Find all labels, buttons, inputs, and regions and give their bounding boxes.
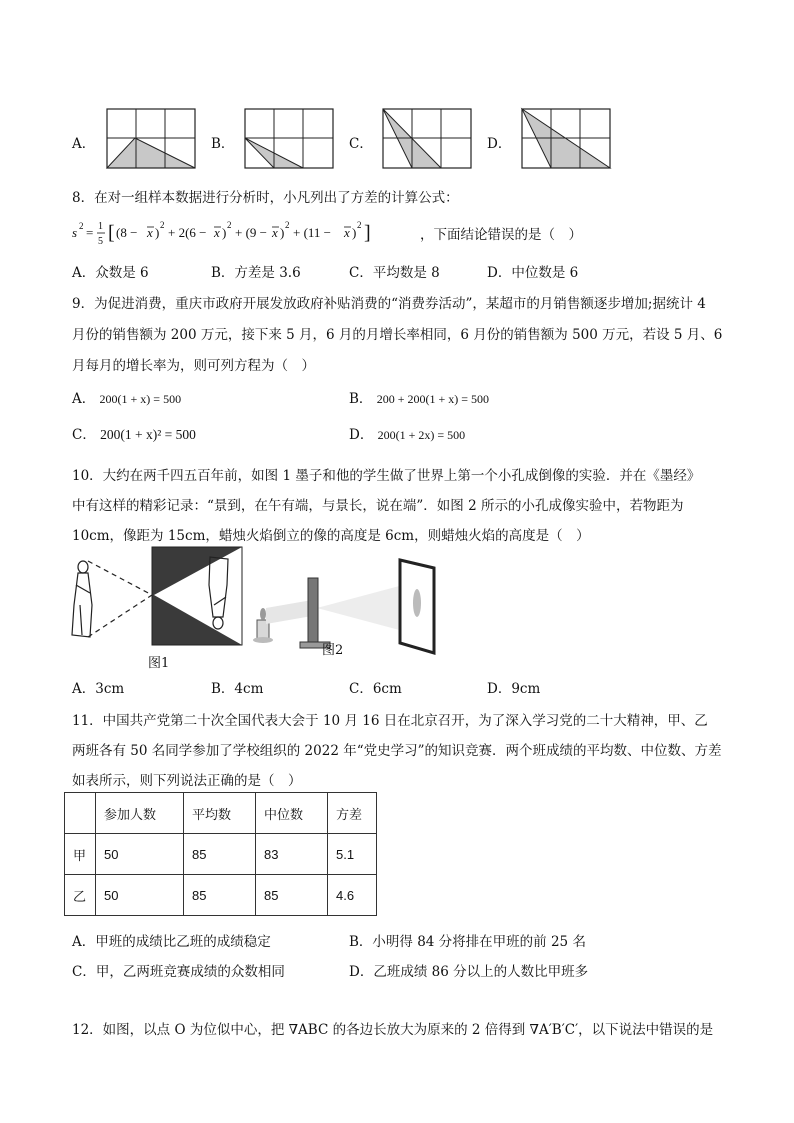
svg-text:s: s <box>72 225 78 240</box>
svg-text:+ (11 −: + (11 − <box>293 225 332 240</box>
svg-text:x: x <box>147 225 153 240</box>
q9-option-a[interactable] <box>72 387 181 407</box>
q11-line-2: 两班各有 50 名同学参加了学校组织的 2022 年“党史学习”的知识竞赛．两个班成绩的平均数、中位数、方差 <box>72 743 722 759</box>
q10-fig2-label: 图2 <box>322 643 344 658</box>
q11-score-table <box>64 792 377 916</box>
svg-text:2: 2 <box>79 221 84 231</box>
q7-option-a-figure <box>105 108 197 170</box>
q11-option-c[interactable]: C．甲，乙两班竞赛成绩的众数相同 <box>72 964 285 980</box>
table-cell: 5.1 <box>328 834 377 875</box>
svg-text:): ) <box>155 225 160 240</box>
scholar-figure-icon <box>72 561 92 637</box>
q11-line-3: 如表所示，则下列说法正确的是（ ） <box>72 773 302 789</box>
q9-line-1: 9．为促进消费，重庆市政府开展发放政府补贴消费的“消费券活动”，某超市的月销售额逐步增加;据统计 4 <box>72 296 706 312</box>
table-header-cell: 中位数 <box>256 793 328 834</box>
q10-option-a[interactable]: A．3cm <box>72 681 125 697</box>
table-cell: 50 <box>96 834 184 875</box>
svg-text:2: 2 <box>357 220 362 230</box>
q11-option-d[interactable]: D．乙班成绩 86 分以上的人数比甲班多 <box>349 964 589 980</box>
q10-figure-1 <box>70 545 252 671</box>
svg-text:+ (9 −: + (9 − <box>235 225 267 240</box>
q7-option-d-figure <box>520 108 612 170</box>
table-cell: 4.6 <box>328 875 377 916</box>
svg-text:5: 5 <box>98 236 103 247</box>
table-header-cell <box>65 793 96 834</box>
table-cell: 83 <box>256 834 328 875</box>
q8-option-d[interactable]: D．中位数是 6 <box>487 265 579 281</box>
svg-text:2: 2 <box>227 220 232 230</box>
table-header-row <box>65 793 377 834</box>
svg-text:): ) <box>280 225 285 240</box>
svg-text:x: x <box>214 225 220 240</box>
q10-figure-2 <box>252 558 442 658</box>
q9-option-a-label: A． <box>72 391 96 407</box>
q9-option-b[interactable] <box>349 387 489 407</box>
table-header-cell: 方差 <box>328 793 377 834</box>
q9-option-d-label: D． <box>349 427 374 443</box>
q11-line-1: 11．中国共产党第二十次全国代表大会于 10 月 16 日在北京召开，为了深入学习党的二十大精神，甲、乙 <box>72 713 708 729</box>
q7-option-c-figure <box>381 108 473 170</box>
q10-line-2: 中有这样的精彩记录：“景到，在午有端，与景长，说在端”．如图 2 所示的小孔成像实验中，若物距为 <box>72 498 684 514</box>
table-row <box>65 875 377 916</box>
table-cell: 85 <box>256 875 328 916</box>
svg-text:[: [ <box>108 222 115 244</box>
q8-option-b[interactable]: B．方差是 3.6 <box>211 265 301 281</box>
q12-line-1: 12．如图，以点 O 为位似中心，把 ∇ABC 的各边长放大为原来的 2 倍得到 ∇A′B′C′，以下说法中错误的是 <box>72 1022 714 1038</box>
q10-line-1: 10．大约在两千四五百年前，如图 1 墨子和他的学生做了世界上第一个小孔成倒像的实验．并在《墨经》 <box>72 468 701 484</box>
svg-text:2: 2 <box>285 220 290 230</box>
table-cell: 50 <box>96 875 184 916</box>
table-cell: 85 <box>184 875 256 916</box>
q7-option-a-label[interactable]: A． <box>72 136 96 152</box>
q10-option-b[interactable]: B．4cm <box>211 681 264 697</box>
q8-question: ，下面结论错误的是（ ） <box>420 227 582 243</box>
q9-option-b-label: B． <box>349 391 373 407</box>
q9-option-d[interactable] <box>349 423 465 443</box>
q10-option-d[interactable]: D．9cm <box>487 681 541 697</box>
q8-option-c[interactable]: C．平均数是 8 <box>349 265 440 281</box>
q7-option-b-label[interactable]: B． <box>211 136 235 152</box>
svg-text:): ) <box>352 225 357 240</box>
q8-option-a[interactable]: A．众数是 6 <box>72 265 149 281</box>
q10-fig1-label: 图1 <box>148 656 170 671</box>
q11-option-b[interactable]: B．小明得 84 分将排在甲班的前 25 名 <box>349 934 586 950</box>
q9-line-3: 月每月的增长率为，则可列方程为（ ） <box>72 358 315 374</box>
q8-stem: 8．在对一组样本数据进行分析时，小凡列出了方差的计算公式： <box>72 190 459 206</box>
svg-text:): ) <box>222 225 227 240</box>
svg-text:+ 2(6 −: + 2(6 − <box>168 225 207 240</box>
svg-text:1: 1 <box>98 221 103 232</box>
svg-text:]: ] <box>364 222 371 244</box>
q7-option-d-label[interactable]: D． <box>487 136 512 152</box>
table-header-cell: 参加人数 <box>96 793 184 834</box>
q9-option-a-expr: 200(1 + x) = 500 <box>99 392 182 406</box>
q9-option-c-label: C． <box>72 427 96 443</box>
table-cell: 乙 <box>65 875 96 916</box>
q10-option-c[interactable]: C．6cm <box>349 681 402 697</box>
table-row <box>65 834 377 875</box>
q9-option-d-expr: 200(1 + 2x) = 500 <box>377 428 466 442</box>
q7-option-c-label[interactable]: C． <box>349 136 373 152</box>
svg-text:2: 2 <box>160 220 165 230</box>
svg-text:x: x <box>272 225 278 240</box>
svg-text:x: x <box>344 225 350 240</box>
q9-option-c-expr: 200(1 + x)² = 500 <box>100 427 196 442</box>
q9-line-2: 月份的销售额为 200 万元，接下来 5 月，6 月的月增长率相同，6 月份的销售额为 500 万元，若设 5 月、6 <box>72 327 723 343</box>
q9-option-c[interactable] <box>72 423 196 443</box>
q7-option-b-figure <box>243 108 335 170</box>
svg-text:(8 −: (8 − <box>116 225 138 240</box>
q9-option-b-expr: 200 + 200(1 + x) = 500 <box>376 392 490 406</box>
table-header-cell: 平均数 <box>184 793 256 834</box>
table-cell: 甲 <box>65 834 96 875</box>
q11-option-a[interactable]: A．甲班的成绩比乙班的成绩稳定 <box>72 934 271 950</box>
svg-text:=: = <box>86 225 94 240</box>
q10-line-3: 10cm，像距为 15cm，蜡烛火焰倒立的像的高度是 6cm，则蜡烛火焰的高度是（ ） <box>72 528 590 544</box>
table-cell: 85 <box>184 834 256 875</box>
